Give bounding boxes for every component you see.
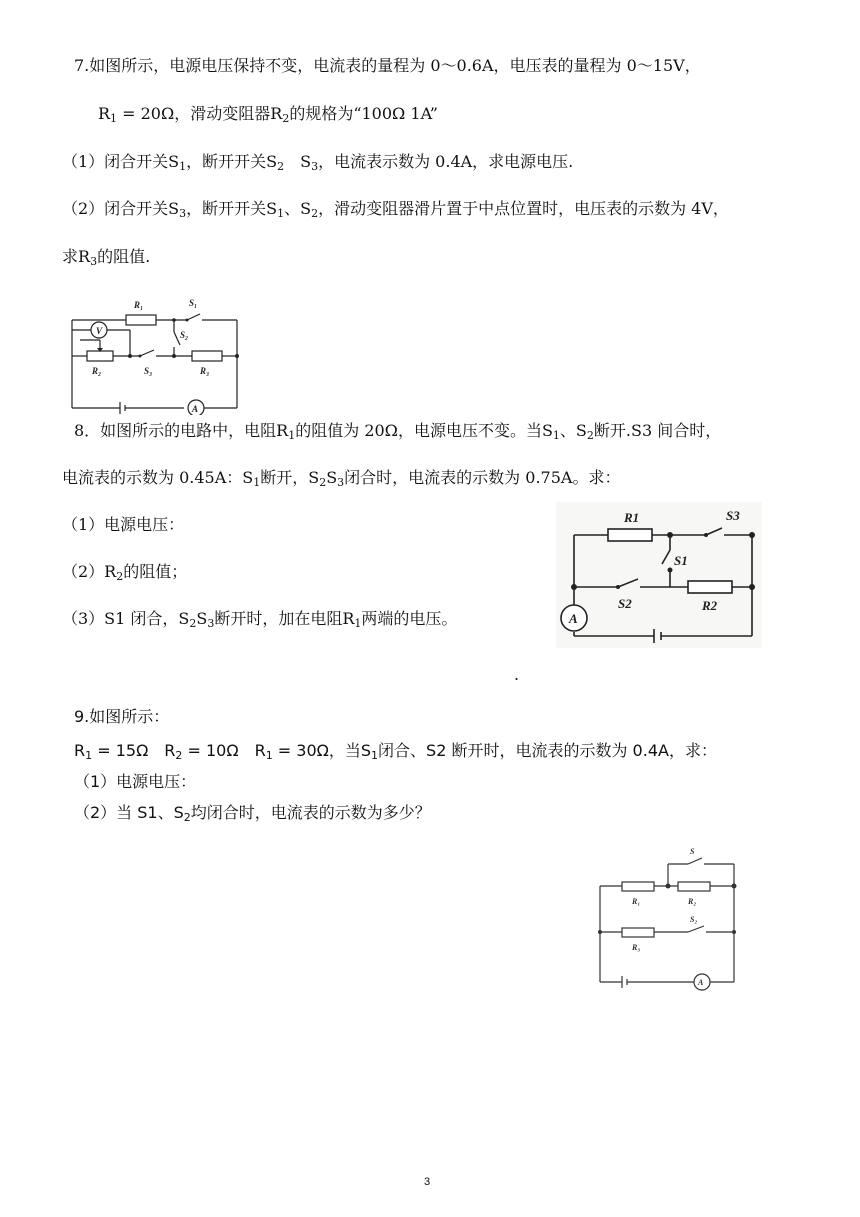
q7-ammeter-label: A [192, 404, 199, 414]
q9-label-s2: S₂ [690, 915, 698, 924]
q8-ammeter-label: A [569, 611, 578, 626]
page-number: 3 [424, 1176, 431, 1188]
q7-voltmeter-label: V [96, 326, 103, 336]
q8-part3: （3）S1 闭合，$S_2S_3$断开时，加在电阻$R_1$两端的电压。 [62, 609, 458, 630]
q7-part1: （1）闭合开关$S_1$，断开开关$S_2$ $S_3$，电流表示数为 0.4A，求电源电压. [62, 152, 574, 173]
q7-part2: （2）闭合开关$S_3$，断开开关$S_1$、$S_2$，滑动变阻器滑片置于中点位置时，电压表的示数为 4V， [62, 199, 729, 220]
q9-line1: $R_1 = 15\Omega$ $R_2 = 10\Omega$ $R_1 = 30\Omega$，当$S_1$闭合、S2 断开时，电流表的示数为 0.4A，求： [74, 741, 717, 762]
q8-label-s2: S2 [618, 596, 632, 611]
q9-title: 9.如图所示： [74, 707, 170, 726]
q8-circuit-diagram [556, 502, 762, 648]
q7-line1: 7.如图所示，电源电压保持不变，电流表的量程为 0～0.6A，电压表的量程为 0～15V， [74, 56, 701, 75]
q8-label-r1: R1 [624, 510, 640, 525]
q9-label-r1: R₁ [632, 897, 641, 906]
q8-label-s3: S3 [726, 508, 740, 523]
q7-label-s2: S₂ [180, 330, 189, 340]
q7-label-s1: S₁ [189, 298, 198, 308]
q7-circuit-diagram [62, 290, 252, 415]
q9-label-r3: R₃ [632, 943, 641, 952]
q8-dot: . [514, 665, 520, 684]
q9-ammeter-label: A [698, 978, 704, 987]
q7-label-r3: R₃ [200, 366, 210, 376]
q7-line2: $R_1 = 20\Omega$，滑动变阻器$R_2$的规格为“100Ω 1A” [98, 104, 438, 125]
q9-part1: （1）电源电压： [74, 772, 197, 791]
q9-circuit-diagram [592, 842, 742, 994]
q8-line2: 电流表的示数为 0.45A：$S_1$断开，$S_2S_3$闭合时，电流表的示数为 0.75A。求： [62, 468, 621, 489]
q9-label-r2: R₂ [688, 897, 697, 906]
q7-label-s3: S₃ [144, 366, 153, 376]
q8-part1: （1）电源电压： [62, 515, 185, 534]
q7-part2-cont: 求$R_3$的阻值. [62, 247, 151, 268]
q7-label-r1: R₁ [134, 300, 144, 310]
q7-label-r2: R₂ [92, 366, 102, 376]
q8-part2: $(2)R_2$的阻值； [62, 562, 188, 583]
q9-label-s1: S [690, 847, 695, 856]
q8-label-s1: S1 [674, 553, 688, 568]
q8-line1: 8．如图所示的电路中，电阻$R_1$的阻值为 20Ω，电源电压不变。当$S_1$、$S_2$断开.S3 间合时， [74, 421, 722, 442]
q9-part2: （2）当 S1、$S_2$均闭合时，电流表的示数为多少？ [74, 803, 431, 824]
q8-label-r2: R2 [702, 598, 718, 613]
